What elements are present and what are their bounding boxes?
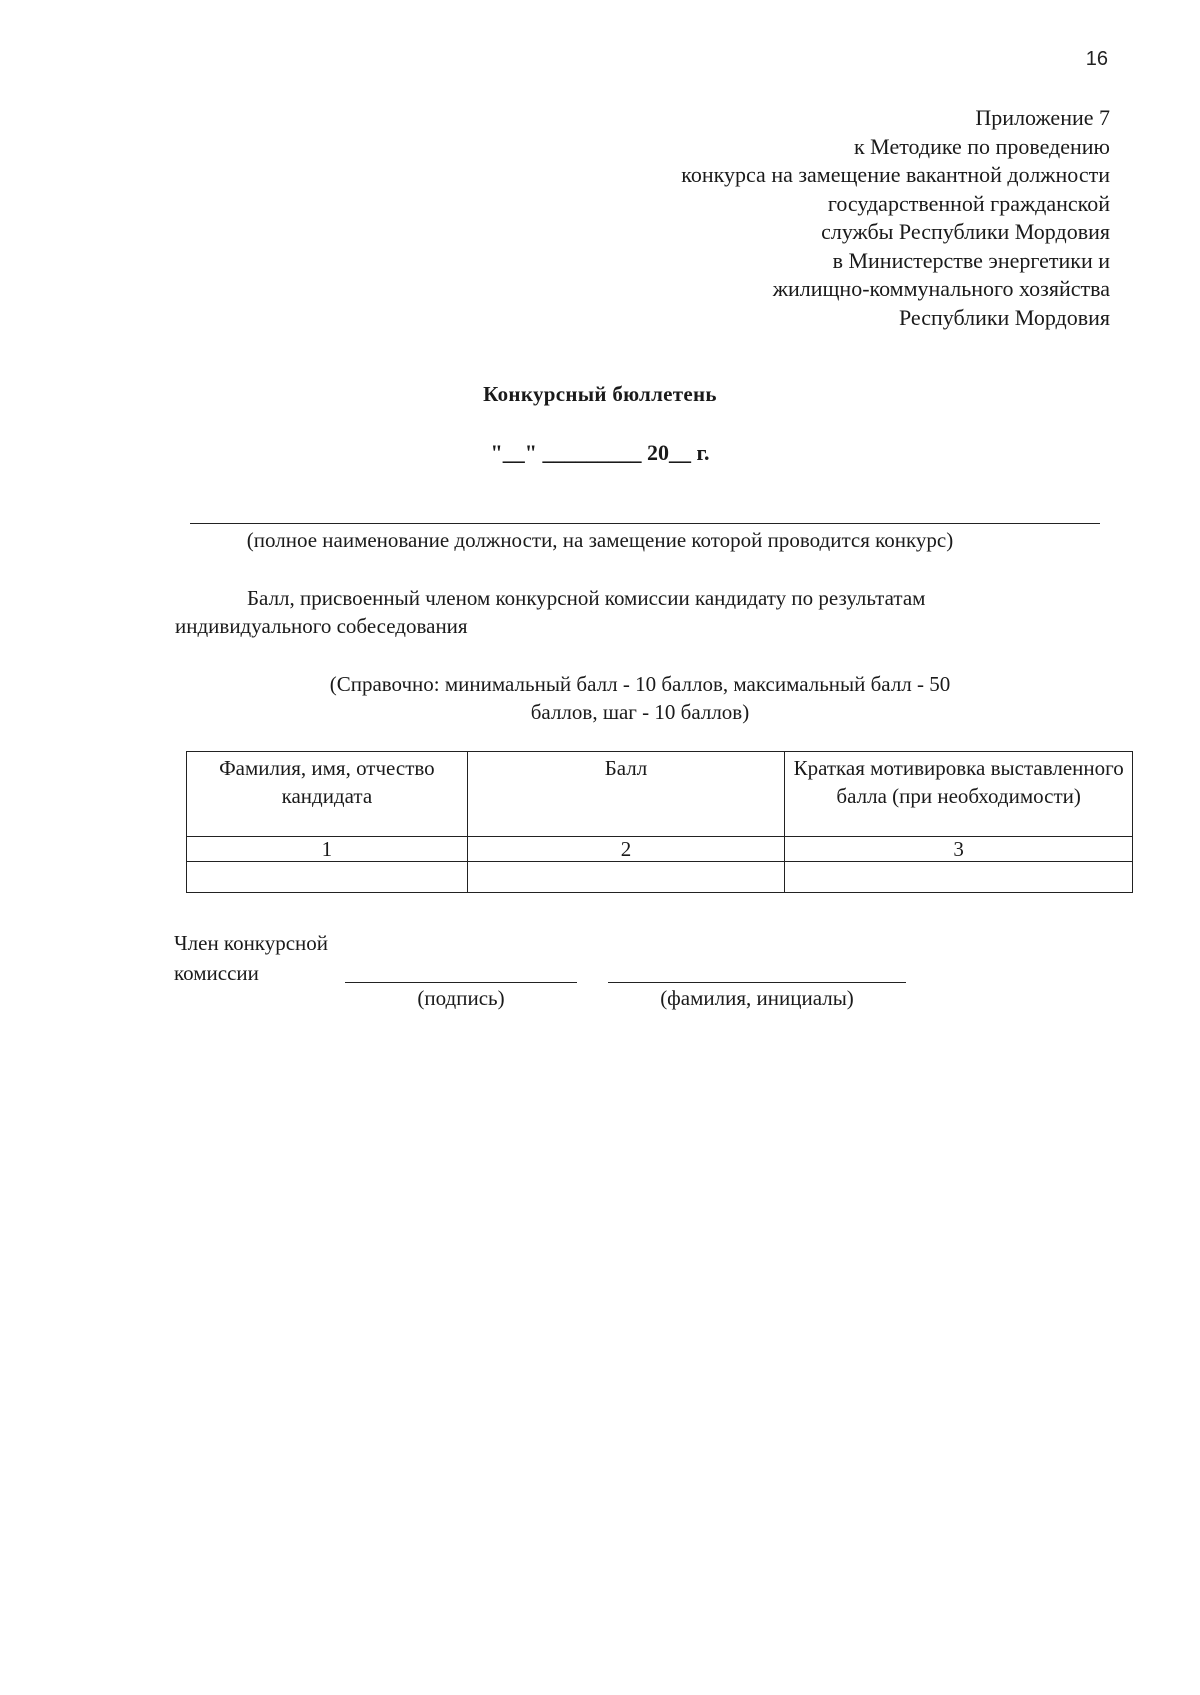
score-description-line: Балл, присвоенный членом конкурсной комиссии кандидату по результатам [247, 586, 926, 610]
appendix-line: Приложение 7 [975, 105, 1110, 130]
score-cell[interactable] [467, 862, 785, 893]
member-label-line: комиссии [174, 961, 259, 985]
table-number-row [187, 837, 1133, 862]
signature-line[interactable] [345, 982, 577, 983]
score-description-line: индивидуального собеседования [175, 614, 468, 638]
name-line[interactable] [608, 982, 906, 983]
candidate-name-cell[interactable] [187, 862, 468, 893]
column-number: 3 [785, 837, 1133, 862]
header-score: Балл [467, 752, 785, 837]
page-number: 16 [1085, 48, 1108, 70]
appendix-line: государственной гражданской [827, 190, 1110, 216]
appendix-block [681, 104, 1110, 332]
appendix-line: жилищно-коммунального хозяйства [772, 276, 1110, 301]
header-motivation: Краткая мотивировка выставленного балла (при необходимости) [785, 752, 1133, 837]
position-underline [190, 523, 1100, 524]
appendix-line: службы Республики Мордовия [821, 219, 1110, 244]
ballot-table [186, 751, 1133, 893]
position-caption: (полное наименование должности, на замещение которой проводится конкурс) [246, 528, 954, 552]
reference-line: (Справочно: минимальный балл - 10 баллов, максимальный балл - 50 [329, 672, 951, 696]
document-title: Конкурсный бюллетень [483, 382, 717, 406]
signature-caption: (подпись) [417, 986, 505, 1010]
reference-note [240, 670, 1040, 726]
table-row [187, 862, 1133, 893]
table-header-row [187, 752, 1133, 837]
reference-line: баллов, шаг - 10 баллов) [530, 700, 750, 724]
appendix-line: Республики Мордовия [898, 304, 1110, 330]
score-description [175, 584, 1075, 640]
appendix-line: к Методике по проведению [853, 133, 1110, 159]
date-line: "__" _________ 20__ г. [490, 440, 710, 465]
column-number: 2 [467, 837, 785, 862]
member-label [174, 928, 328, 988]
appendix-line: в Министерстве энергетики и [832, 247, 1110, 273]
name-caption: (фамилия, инициалы) [660, 986, 854, 1010]
member-label-line: Член конкурсной [174, 931, 329, 955]
column-number: 1 [187, 837, 468, 862]
header-candidate-name: Фамилия, имя, отчество кандидата [187, 752, 468, 837]
appendix-line: конкурса на замещение вакантной должности [681, 162, 1110, 187]
motivation-cell[interactable] [785, 862, 1133, 893]
